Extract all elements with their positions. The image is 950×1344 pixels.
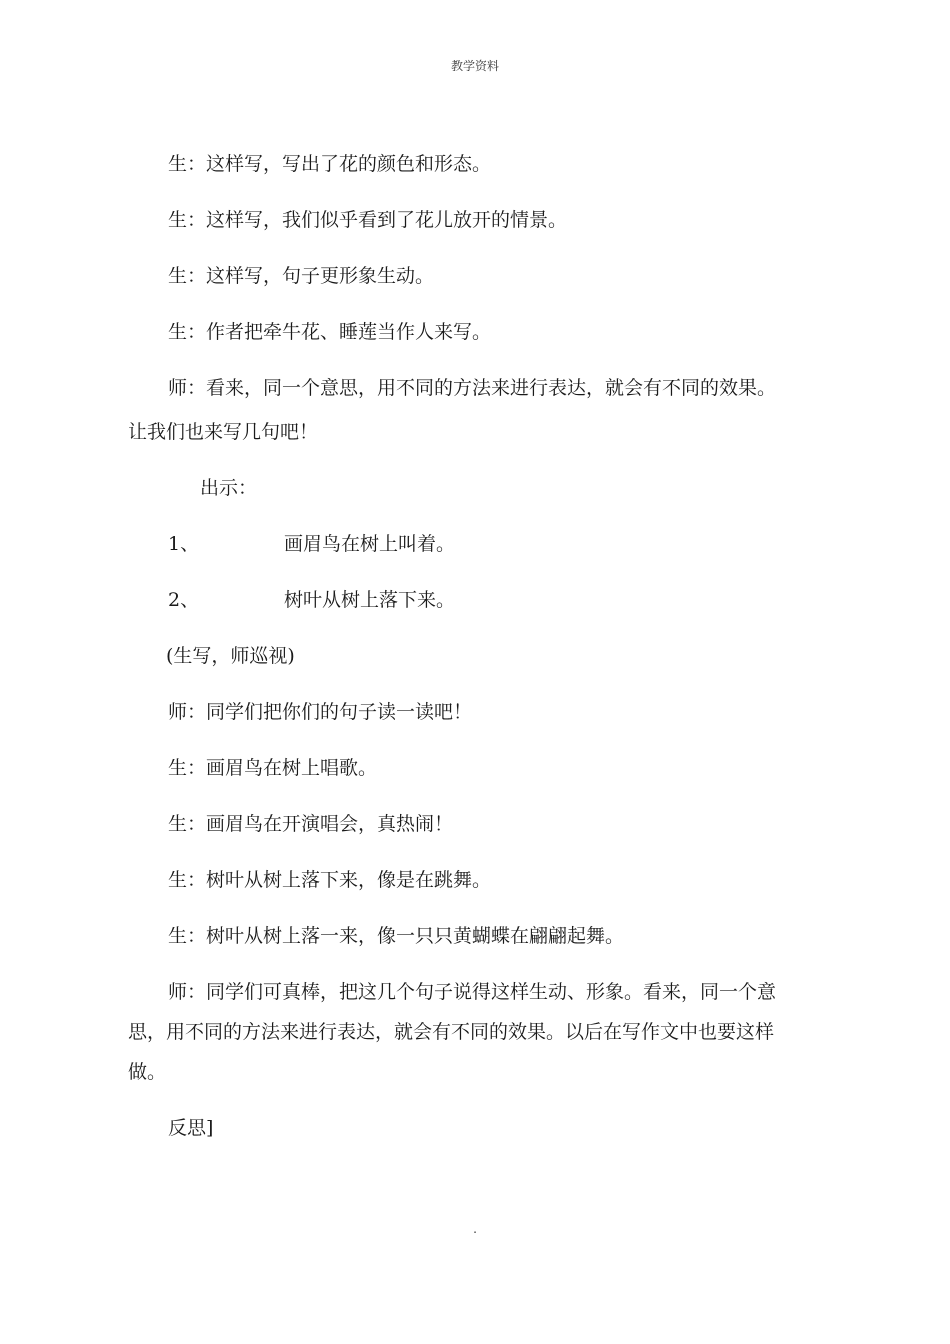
dialogue-line: 师：看来，同一个意思，用不同的方法来进行表达，就会有不同的效果。 bbox=[168, 377, 777, 399]
dialogue-line: 师：同学们把你们的句子读一读吧！ bbox=[168, 701, 473, 723]
dialogue-line: 生：作者把牵牛花、睡莲当作人来写。 bbox=[168, 321, 492, 343]
stage-direction: (生写，师巡视) bbox=[166, 645, 295, 667]
dialogue-line: 生：这样写，写出了花的颜色和形态。 bbox=[168, 153, 492, 175]
dialogue-line: 生：画眉鸟在树上唱歌。 bbox=[168, 757, 378, 779]
dialogue-line: 生：树叶从树上落一来，像一只只黄蝴蝶在翩翩起舞。 bbox=[168, 925, 625, 947]
section-label: 反思] bbox=[168, 1117, 214, 1139]
dialogue-line: 让我们也来写几句吧！ bbox=[128, 421, 319, 443]
item-number: 2、 bbox=[168, 589, 200, 611]
dialogue-line: 师：同学们可真棒，把这几个句子说得这样生动、形象。看来，同一个意 bbox=[168, 981, 777, 1003]
item-number: 1、 bbox=[168, 533, 200, 555]
page-header: 教学资料 bbox=[450, 59, 499, 73]
item-text: 画眉鸟在树上叫着。 bbox=[284, 533, 456, 555]
dialogue-line: 做。 bbox=[128, 1061, 167, 1083]
dialogue-line: 生：这样写，我们似乎看到了花儿放开的情景。 bbox=[168, 209, 568, 231]
dialogue-line: 生：这样写，句子更形象生动。 bbox=[168, 265, 435, 287]
page-footer: . bbox=[473, 1222, 477, 1236]
show-label: 出示： bbox=[200, 477, 258, 499]
dialogue-line: 生：画眉鸟在开演唱会，真热闹！ bbox=[168, 813, 454, 835]
dialogue-line: 生：树叶从树上落下来，像是在跳舞。 bbox=[168, 869, 492, 891]
item-text: 树叶从树上落下来。 bbox=[284, 589, 456, 611]
dialogue-line: 思，用不同的方法来进行表达，就会有不同的效果。以后在写作文中也要这样 bbox=[128, 1021, 775, 1043]
